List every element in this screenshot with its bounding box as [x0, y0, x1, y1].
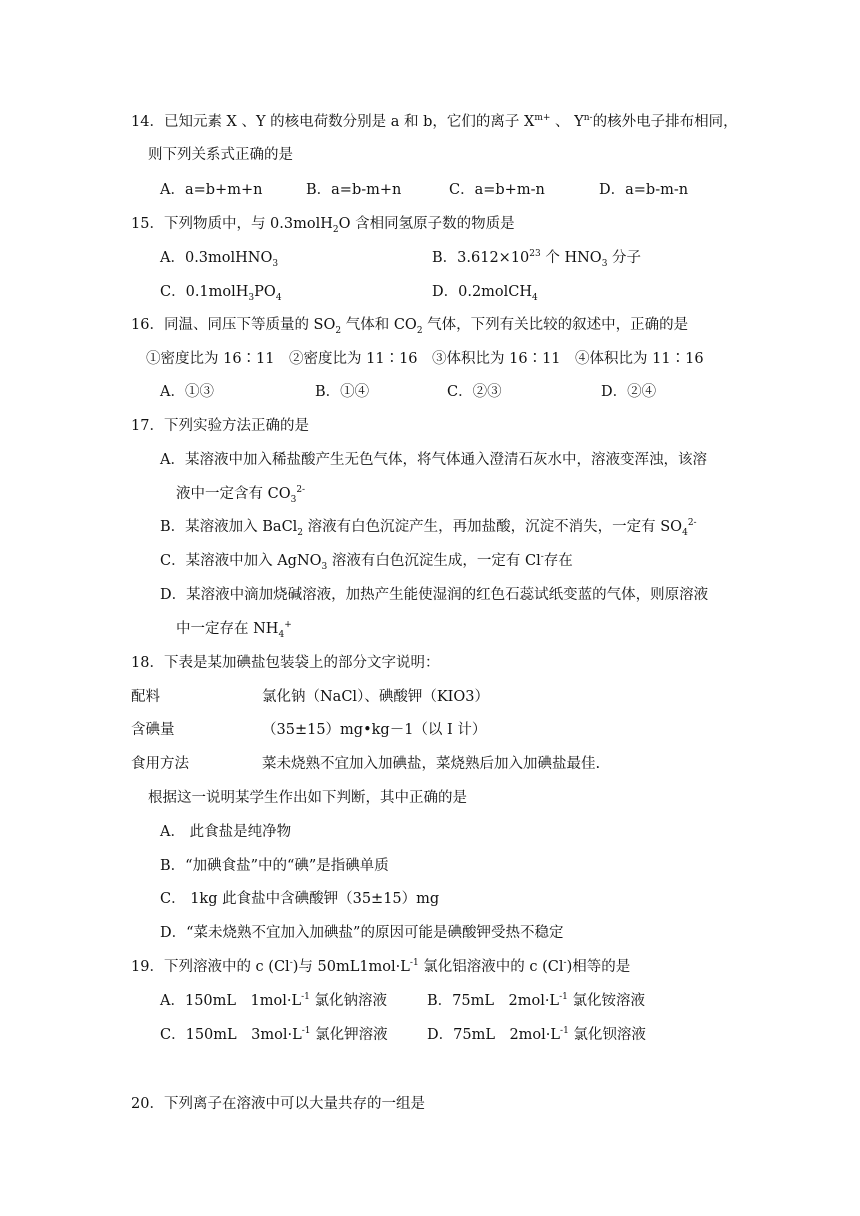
q14-text-2: 、 Y [550, 114, 584, 130]
q19-a-text-2: 氯化钠溶液 [309, 993, 387, 1009]
q16-option-c: C．②③ [447, 384, 502, 400]
q19-a-text-1: A．150mL 1mol·L [160, 993, 302, 1009]
q17-option-c [160, 551, 573, 571]
q19-sup-3: - [563, 958, 567, 969]
q15-b-sub: 3 [601, 258, 608, 269]
q17-option-b [160, 517, 697, 537]
question-17-stem: 17．下列实验方法正确的是 [131, 418, 309, 434]
q15-a-sub: 3 [272, 258, 279, 269]
q18-row-label-usage: 食用方法 [131, 756, 189, 772]
question-15-stem [131, 214, 515, 234]
q15-d-text: D．0.2molCH [432, 284, 533, 300]
q19-text-3: 氯化铝溶液中的 c (Cl [418, 959, 564, 975]
q17-option-d-line2 [176, 619, 292, 639]
q19-option-b [427, 991, 645, 1011]
q18-row-value-ingredients: 氯化钠（NaCl）、碘酸钾（KIO3） [262, 689, 489, 705]
q19-sup-2: -1 [409, 958, 419, 969]
q16-sub-2: 2 [416, 325, 423, 336]
q19-text-2: )与 50mL1mol·L [292, 959, 410, 975]
q19-c-text-1: C．150mL 3mol·L [160, 1027, 302, 1043]
q17-c-text-2: 溶液有白色沉淀生成，一定有 Cl [327, 553, 541, 569]
q16-text-1: 16．同温、同压下等质量的 SO [131, 317, 336, 333]
question-14-stem-line1 [131, 112, 738, 132]
question-20-stem: 20．下列离子在溶液中可以大量共存的一组是 [131, 1096, 425, 1112]
q18-option-a: A． 此食盐是纯净物 [160, 824, 292, 840]
q17-a-text: 液中一定含有 CO [176, 486, 291, 502]
q16-sub-1: 2 [335, 325, 342, 336]
q14-x-superscript: m+ [534, 113, 551, 124]
q16-option-b: B．①④ [315, 384, 370, 400]
q17-a-sub: 3 [290, 494, 297, 505]
q18-option-b: B．“加碘食盐”中的“碘”是指碘单质 [160, 858, 389, 874]
q19-d-sup: -1 [560, 1026, 569, 1037]
q14-text-3: 的核外电子排布相同， [592, 114, 738, 130]
q15-option-a [160, 248, 278, 268]
question-14-stem-line2: 则下列关系式正确的是 [148, 147, 293, 163]
q15-b-text-1: B．3.612×10 [432, 250, 530, 266]
q15-option-b [432, 248, 641, 268]
q15-d-sub: 4 [532, 292, 538, 303]
q14-y-superscript: n- [583, 113, 593, 124]
q15-subscript: 2 [332, 224, 339, 235]
q17-c-text-3: 存在 [543, 553, 573, 569]
q19-d-text-1: D．75mL 2mol·L [427, 1027, 561, 1043]
question-16-statements: ①密度比为 16∶11 ②密度比为 11∶16 ③体积比为 16∶11 ④体积比为 11∶16 [146, 351, 704, 367]
q17-option-a-line1: A．某溶液中加入稀盐酸产生无色气体，将气体通入澄清石灰水中，溶液变浑浊，该溶 [160, 452, 707, 468]
question-19-stem [131, 957, 630, 977]
q17-c-sup: - [540, 552, 544, 563]
q17-c-text-1: C．某溶液中加入 AgNO [160, 553, 322, 569]
q17-d-sub: 4 [278, 629, 285, 640]
q19-b-sup: -1 [559, 992, 568, 1003]
q18-row-value-usage: 菜未烧熟不宜加入加碘盐，菜烧熟后加入加碘盐最佳. [262, 756, 601, 772]
q15-b-text-3: 分子 [607, 250, 642, 266]
q15-a-text: A．0.3molHNO [160, 250, 273, 266]
q15-option-c [160, 282, 282, 302]
q18-lead: 根据这一说明某学生作出如下判断，其中正确的是 [148, 790, 467, 806]
q15-c-sub-2: 4 [275, 292, 282, 303]
q17-b-text-1: B．某溶液加入 BaCl [160, 519, 298, 535]
q19-sup-1: - [289, 958, 293, 969]
q16-text-3: 气体，下列有关比较的叙述中，正确的是 [422, 317, 689, 333]
q18-row-value-iodine: （35±15）mg•kg－1（以 I 计） [262, 722, 487, 738]
q18-option-c: C． 1kg 此食盐中含碘酸钾（35±15）mg [160, 891, 440, 907]
q19-d-text-2: 氯化钡溶液 [568, 1027, 646, 1043]
q18-row-label-ingredients: 配料 [131, 689, 160, 705]
q19-text-1: 19．下列溶液中的 c (Cl [131, 959, 290, 975]
q17-b-sub-2: 4 [682, 527, 688, 538]
q16-option-d: D．②④ [601, 384, 657, 400]
q17-d-text: 中一定存在 NH [176, 621, 279, 637]
q17-a-sup: 2- [296, 485, 306, 496]
q14-option-c: C．a=b+m-n [449, 182, 545, 198]
q15-b-sup: 23 [529, 249, 541, 260]
q19-c-text-2: 氯化钾溶液 [310, 1027, 388, 1043]
q15-text-2: O 含相同氢原子数的物质是 [338, 216, 515, 232]
q15-option-d [432, 282, 538, 302]
q19-text-4: )相等的是 [566, 959, 631, 975]
q19-a-sup: -1 [301, 992, 310, 1003]
q18-option-d: D．“菜未烧熟不宜加入加碘盐”的原因可能是碘酸钾受热不稳定 [160, 925, 564, 941]
q17-option-d-line1: D．某溶液中滴加烧碱溶液，加热产生能使湿润的红色石蕊试纸变蓝的气体，则原溶液 [160, 587, 709, 603]
q17-d-sup: + [284, 620, 292, 631]
q15-b-text-2: 个 HNO [540, 250, 602, 266]
q14-text-1: 14．已知元素 X 、Y 的核电荷数分别是 a 和 b，它们的离子 X [131, 114, 535, 130]
q14-option-b: B．a=b-m+n [306, 182, 402, 198]
q18-row-label-iodine: 含碘量 [131, 722, 175, 738]
question-16-stem [131, 315, 688, 335]
q19-b-text-1: B．75mL 2mol·L [427, 993, 560, 1009]
q15-text-1: 15．下列物质中，与 0.3molH [131, 216, 333, 232]
q19-b-text-2: 氯化铵溶液 [567, 993, 645, 1009]
q17-b-sup: 2- [687, 518, 697, 529]
q15-c-text-1: C．0.1molH [160, 284, 249, 300]
q17-b-text-2: 溶液有白色沉淀产生，再加盐酸，沉淀不消失，一定有 SO [303, 519, 683, 535]
q17-option-a-line2 [176, 484, 305, 504]
q17-c-sub: 3 [321, 561, 328, 572]
q17-b-sub-1: 2 [297, 527, 304, 538]
q19-c-sup: -1 [301, 1026, 311, 1037]
q15-c-text-2: PO [254, 284, 276, 300]
q15-c-sub-1: 3 [248, 292, 255, 303]
q19-option-d [427, 1025, 646, 1045]
q16-text-2: 气体和 CO [341, 317, 417, 333]
q14-option-a: A．a=b+m+n [160, 182, 263, 198]
q19-option-a [160, 991, 387, 1011]
q14-option-d: D．a=b-m-n [599, 182, 689, 198]
q16-option-a: A．①③ [160, 384, 214, 400]
question-18-stem: 18．下表是某加碘盐包装袋上的部分文字说明： [131, 655, 440, 671]
q19-option-c [160, 1025, 388, 1045]
